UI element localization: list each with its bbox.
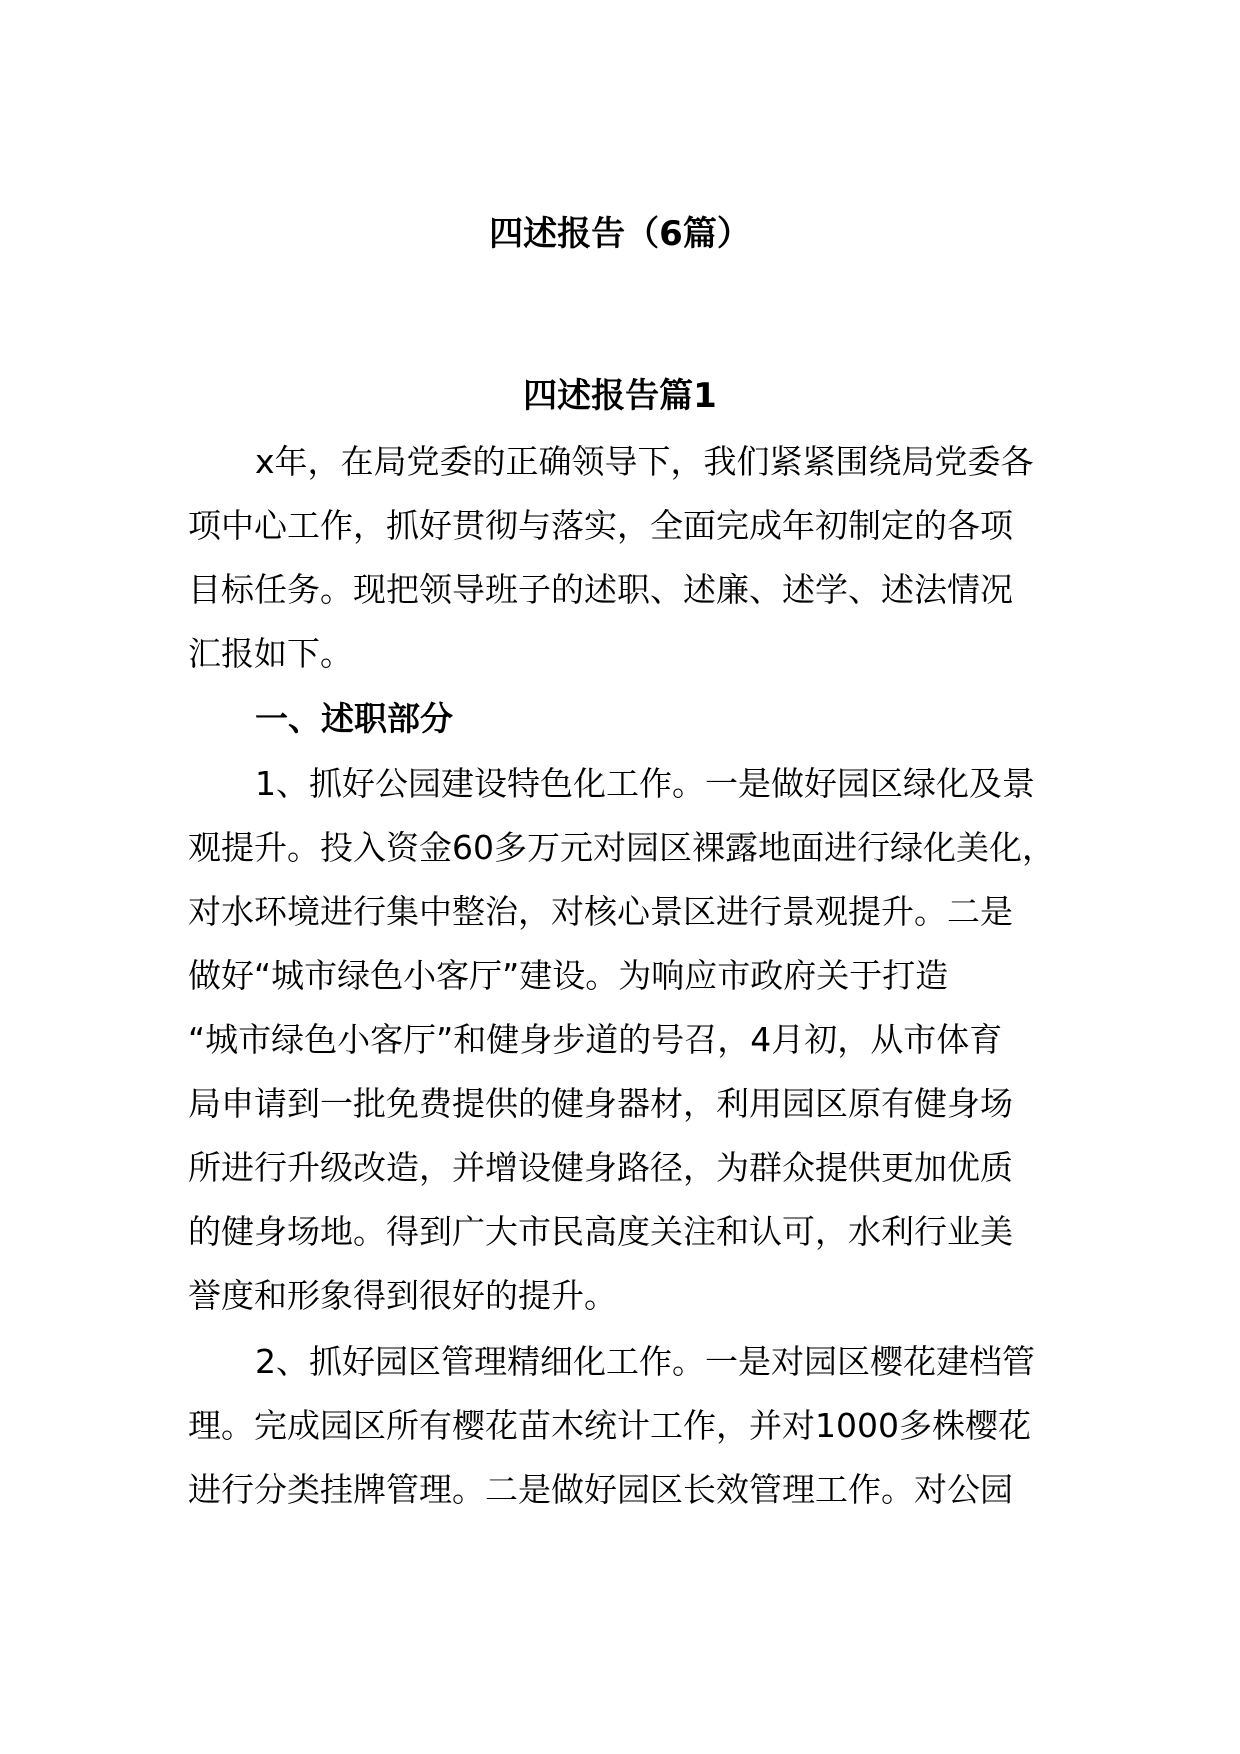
paragraph-line: 项中心工作，抓好贯彻与落实，全面完成年初制定的各项 bbox=[188, 506, 1013, 545]
paragraph-line: 誉度和形象得到很好的提升。 bbox=[188, 1276, 617, 1315]
article-title: 四述报告篇1 bbox=[523, 376, 717, 416]
paragraph-line: 2、抓好园区管理精细化工作。一是对园区樱花建档管 bbox=[255, 1342, 1035, 1381]
paragraph-line: 理。完成园区所有樱花苗木统计工作，并对1000多株樱花 bbox=[188, 1406, 1031, 1445]
paragraph-line: 所进行升级改造，并增设健身路径，为群众提供更加优质 bbox=[188, 1148, 1013, 1187]
paragraph-line: 做好“城市绿色小客厅”建设。为响应市政府关于打造 bbox=[188, 956, 949, 995]
paragraph-line: 对水环境进行集中整治，对核心景区进行景观提升。二是 bbox=[188, 892, 1013, 931]
paragraph-line: 进行分类挂牌管理。二是做好园区长效管理工作。对公园 bbox=[188, 1470, 1013, 1509]
paragraph-line: x年，在局党委的正确领导下，我们紧紧围绕局党委各 bbox=[255, 442, 1034, 481]
paragraph-line: 汇报如下。 bbox=[188, 634, 353, 673]
paragraph-line: 目标任务。现把领导班子的述职、述廉、述学、述法情况 bbox=[188, 570, 1013, 609]
paragraph-line: 的健身场地。得到广大市民高度关注和认可，水利行业美 bbox=[188, 1212, 1013, 1251]
paragraph-line: “城市绿色小客厅”和健身步道的号召，4月初，从市体育 bbox=[188, 1020, 1003, 1059]
section-heading: 一、述职部分 bbox=[255, 699, 453, 738]
paragraph-line: 1、抓好公园建设特色化工作。一是做好园区绿化及景 bbox=[255, 764, 1035, 803]
paragraph-line: 局申请到一批免费提供的健身器材，利用园区原有健身场 bbox=[188, 1084, 1013, 1123]
paragraph-line: 观提升。投入资金60多万元对园区裸露地面进行绿化美化， bbox=[188, 828, 1055, 867]
document-title: 四述报告（6篇） bbox=[489, 214, 751, 254]
